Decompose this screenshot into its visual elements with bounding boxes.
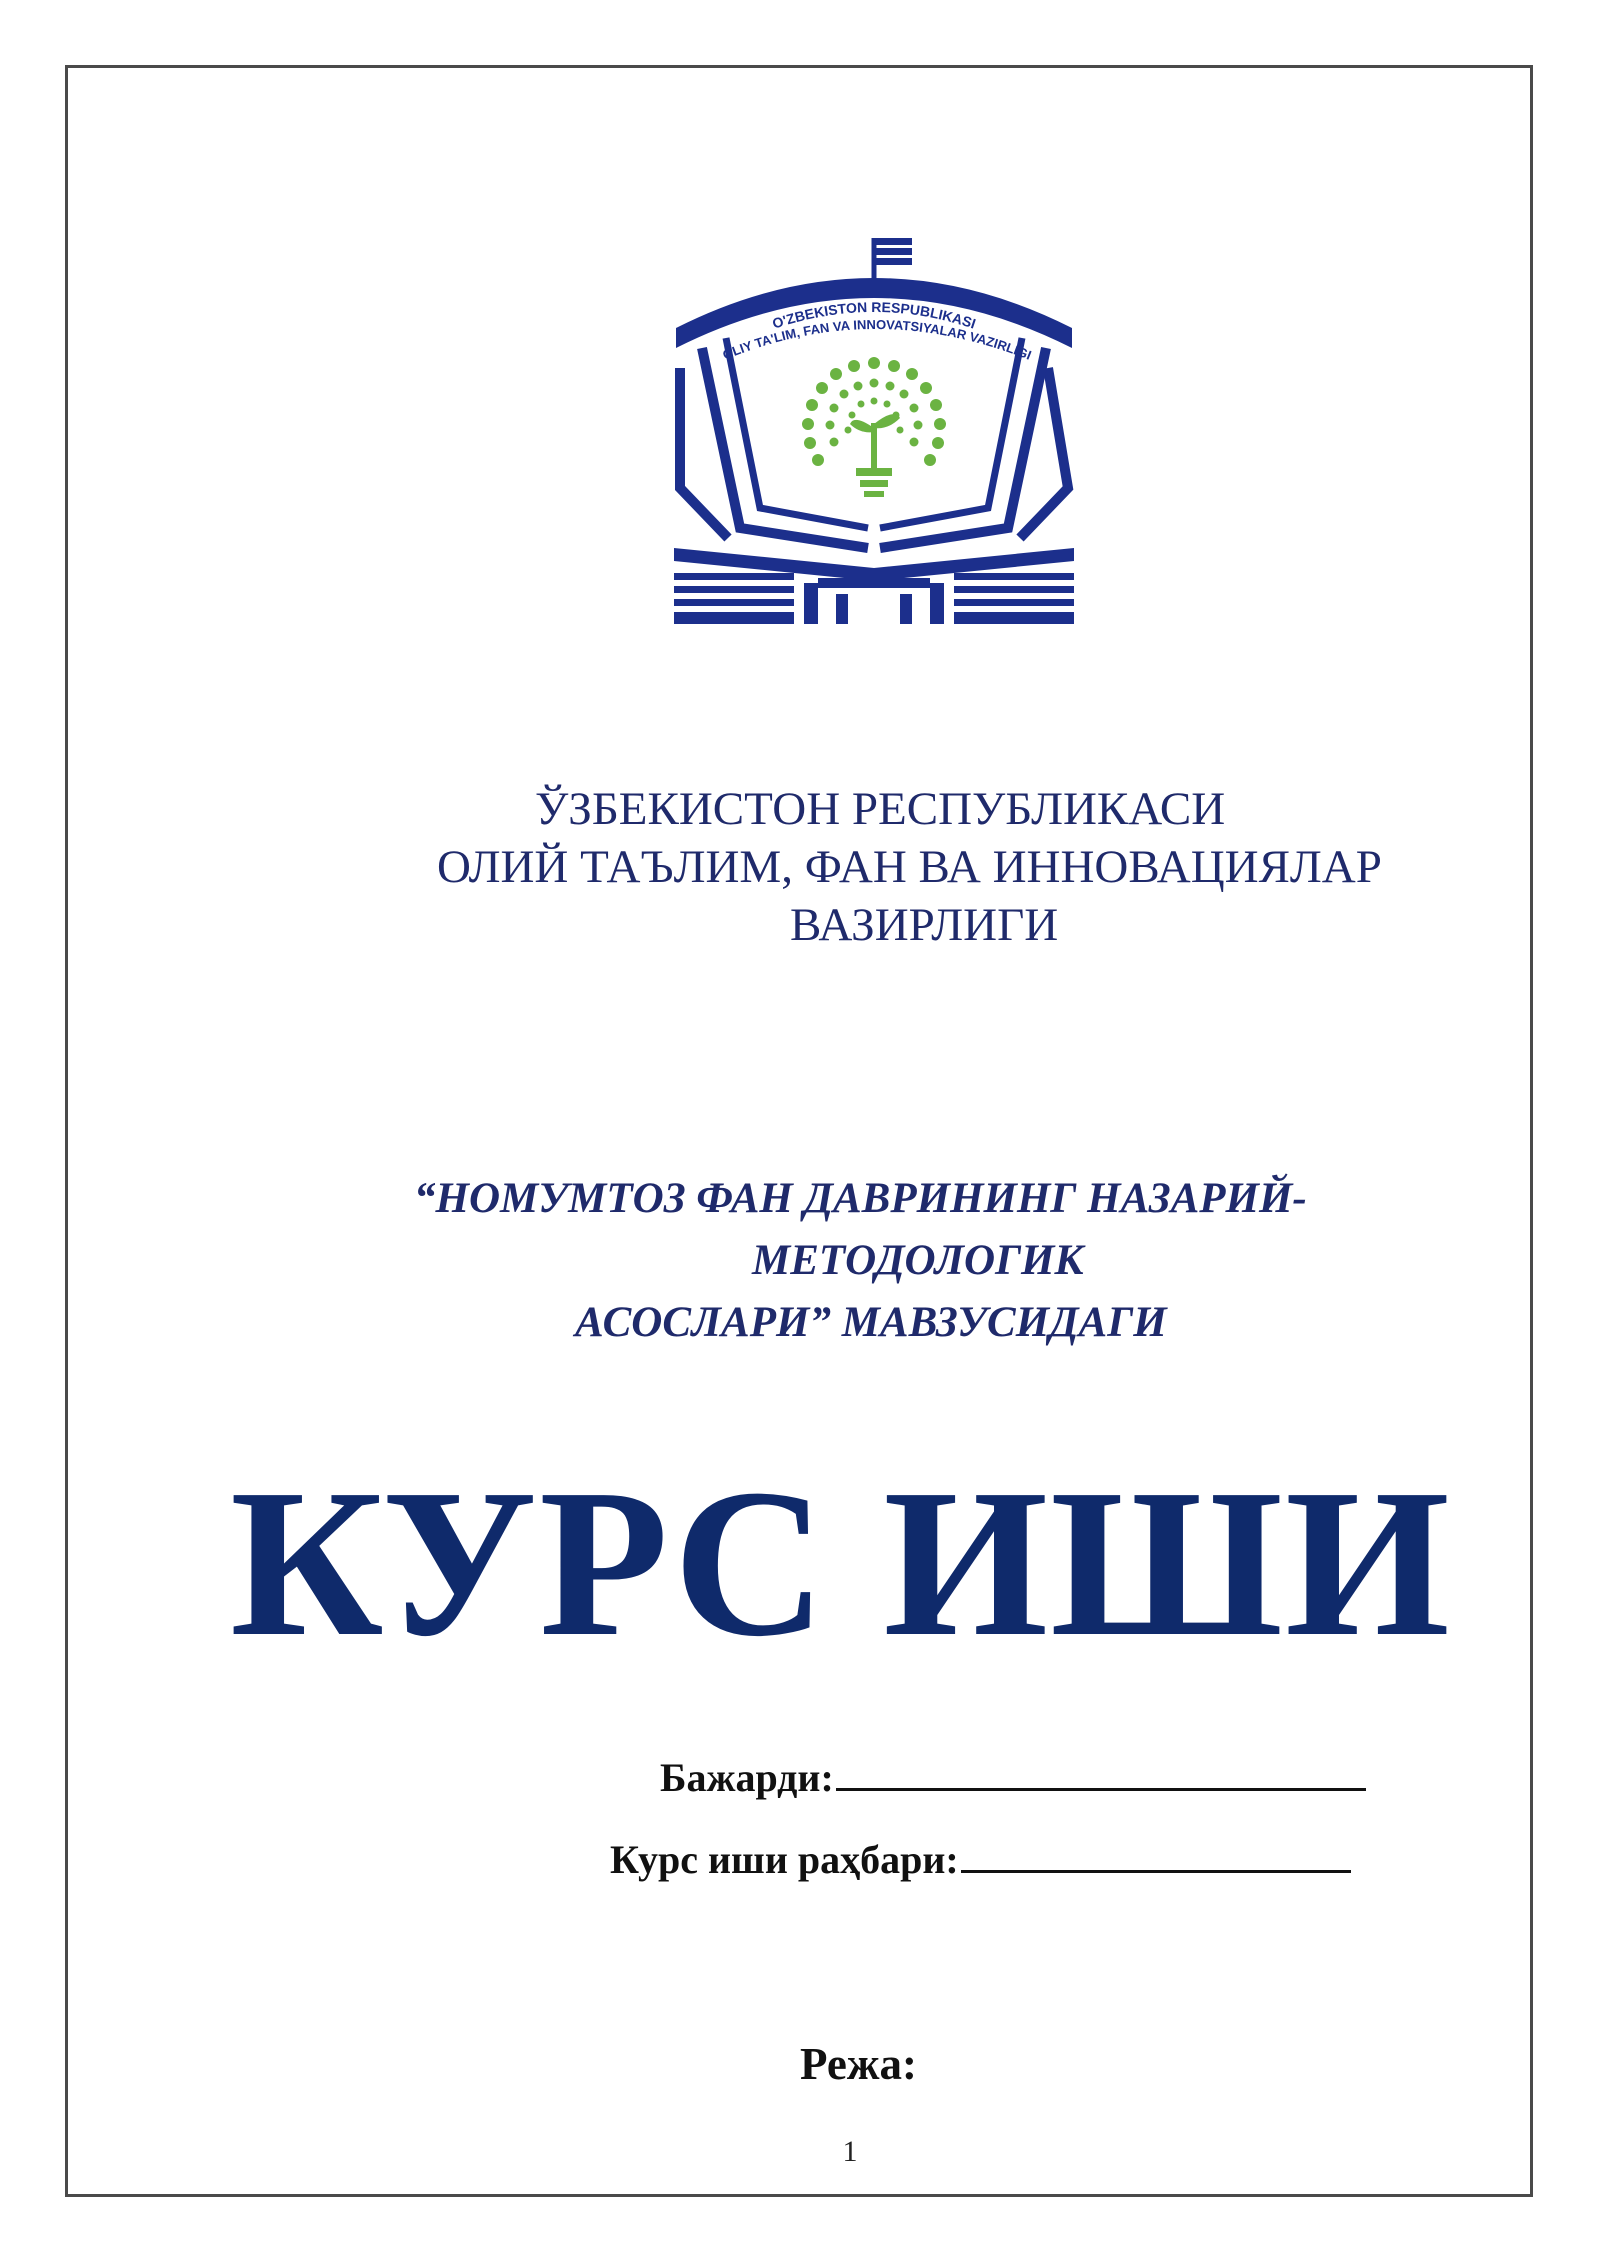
ministry-name <box>120 780 1520 954</box>
ministry-line-3: ВАЗИРЛИГИ <box>790 899 1059 951</box>
page-number: 1 <box>842 2135 858 2168</box>
supervisor-blank-line <box>961 1830 1351 1873</box>
ministry-line-2: ОЛИЙ ТАЪЛИМ, ФАН ВА ИННОВАЦИЯЛАР <box>437 841 1382 893</box>
document-title: КУРС ИШИ <box>230 1445 1452 1680</box>
supervisor-label: Курс иши раҳбари: <box>610 1837 959 1882</box>
topic-line-3: АСОСЛАРИ” МАВЗУСИДАГИ <box>575 1299 1167 1346</box>
performed-by-field <box>660 1748 1366 1803</box>
svg-text:OLIY TA'LIM, FAN VA INNOVATSIY: OLIY TA'LIM, FAN VA INNOVATSIYALAR VAZIRLIGI <box>720 316 1034 363</box>
performed-by-label: Бажарди: <box>660 1755 834 1800</box>
ministry-line-1: ЎЗБЕКИСТОН РЕСПУБЛИКАСИ <box>535 783 1226 835</box>
ministry-emblem-icon <box>668 228 1080 628</box>
plan-heading: Режа: <box>800 2039 917 2089</box>
topic-line-2: МЕТОДОЛОГИК <box>752 1237 1084 1284</box>
svg-text:O'ZBEKISTON RESPUBLIKASI: O'ZBEKISTON RESPUBLIKASI <box>770 298 978 332</box>
performed-by-blank-line <box>836 1748 1366 1791</box>
topic-heading <box>120 1168 1520 1354</box>
topic-line-1: “НОМУМТОЗ ФАН ДАВРИНИНГ НАЗАРИЙ- <box>414 1175 1307 1222</box>
supervisor-field <box>610 1830 1351 1885</box>
